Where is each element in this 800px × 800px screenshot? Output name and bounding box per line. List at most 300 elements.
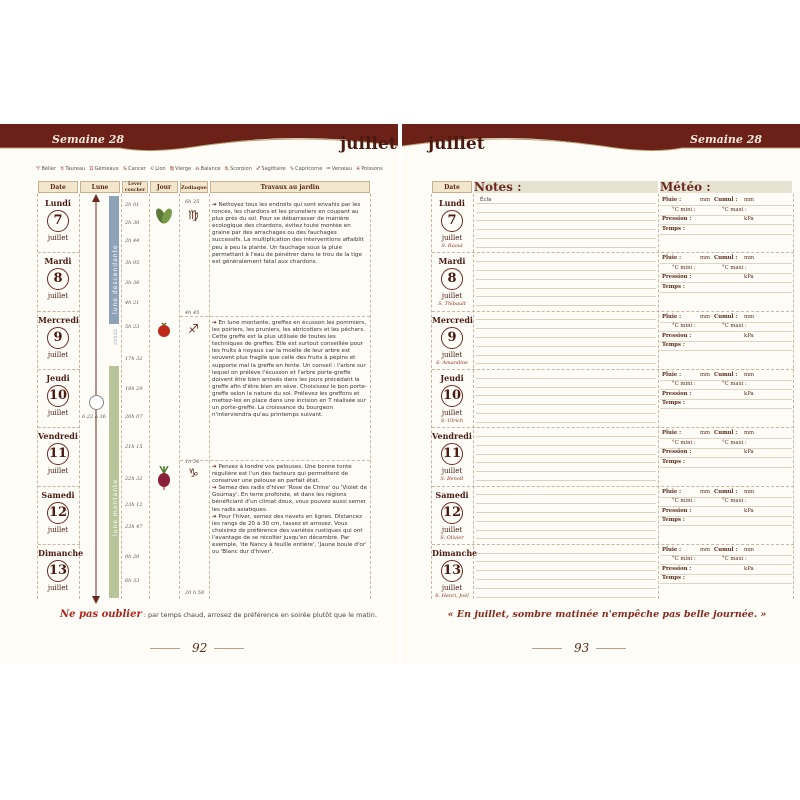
zodiac-legend-item [123,166,146,172]
meteo-label: Pression : [662,390,692,397]
day-month: juillet [47,292,69,301]
meteo-label: mm [744,197,755,203]
flourish [532,648,562,649]
leaf-icon [155,206,173,226]
right-banner [402,124,800,158]
meteo-label: °C maxi : [722,264,747,271]
zodiac-symbol-icon: ♎ [195,166,200,172]
meteo-label: Pression : [662,565,692,572]
day-cell [432,196,472,249]
meteo-label: mm [700,371,711,378]
day-cell [38,429,78,475]
note-line[interactable] [476,279,656,280]
zodiac-change-time: 1h 54 [185,459,200,465]
arrow-icon: ➔ [212,485,219,492]
rise-set-time: 23h 47 [125,524,143,530]
garden-work-text: En lune montante, greffez en écusson les pommiers, les poiriers, les pruniers, les abricotiers et les pêchers. Cette greffe est la plus utilisée de toutes les techniques de greffes. Elle est surtout conseillée pour les fruits à noyaux car la moelle de leur arbre est souvent plus fragile que celle des fruits à pépins et supporte mal la greffe en fente. Un conseil : l'arbre sur lequel on prélève l'écusson et l'arbre porte-greffe doivent être bien arrosés dans les jours précédant la greffe afin d'être bien en sève. Choisissez le bon porte-greffe selon la nature du sol. Prélevez les greffons et mettez-les en place dans une incision en T réalisée sur un porte-greffe. La croissance du bourgeon n'interviendra qu'au printemps suivant. [212,320,367,419]
note-line[interactable] [476,247,656,248]
meteo-label: Pluie : [662,371,682,378]
zodiac-symbol-icon: ♋ [122,166,128,172]
row-divider [38,369,80,370]
day-number: 12 [441,502,463,524]
note-line[interactable] [476,328,656,329]
note-line[interactable] [476,588,656,589]
day-number: 8 [441,268,463,290]
meteo-label: °C maxi : [722,206,747,213]
meteo-label: Temps : [662,283,685,290]
rise-set-time: 2h 01 [125,202,140,208]
meteo-heading: Météo : [660,180,711,194]
zodiac-symbol-icon: ♈ [36,166,41,172]
note-line[interactable] [476,538,656,539]
meteo-label: kPa [744,274,754,281]
rise-set-time: 3h 05 [125,260,140,266]
day-month: juillet [441,467,463,476]
meteo-label: °C maxi : [722,439,747,446]
garden-work-block [212,202,368,266]
saint-name: S. Ulrich [440,417,464,424]
arrow-icon: ➔ [212,464,219,470]
zodiac-legend-item [150,166,166,172]
proverb-quote: « En juillet, sombre matinée n'empêche pas belle journée. » [447,609,767,620]
rise-set-time: 3h 38 [125,280,140,286]
rise-set-time: 6h 33 [125,578,140,584]
note-line[interactable] [476,445,656,446]
zodiac-symbol-icon: ♒ [326,166,331,172]
row-divider [432,486,794,487]
column-divider [658,194,659,599]
row-divider [432,544,794,545]
garden-work-block [212,320,368,419]
meteo-label: mm [700,197,711,203]
meteo-label: °C maxi : [722,498,747,504]
zodiac-name: Gémeaux [94,166,119,172]
day-name: Samedi [41,489,75,500]
zodiac-symbol-icon: ♍ [169,166,175,172]
note-line[interactable] [476,471,656,472]
note-line[interactable] [476,404,656,405]
note-line[interactable] [476,512,656,513]
day-number: 11 [441,443,463,465]
meteo-label: Temps : [662,575,685,582]
note-line[interactable] [476,270,656,271]
month-label: juillet [340,134,397,154]
meteo-label: kPa [744,216,754,222]
day-cell [38,254,78,300]
meteo-label: Cumul : [714,197,738,203]
rise-set-time: 4h 21 [125,300,140,306]
note-line[interactable] [476,355,656,356]
day-month: juillet [47,408,69,417]
zodiac-name: Taureau [65,166,86,172]
meteo-line[interactable] [660,234,792,235]
day-name: Vendredi [432,431,472,442]
day-name: Lundi [45,198,71,208]
left-page [0,124,398,664]
row-divider [38,544,80,545]
meteo-label: Pluie : [662,313,682,320]
full-moon-time: 6 22 h 36 [82,414,106,420]
meteo-line[interactable] [660,292,792,293]
meteo-label: Pluie : [662,488,682,495]
rise-set-time: 23h 12 [125,502,143,508]
header-lune: Lune [80,181,120,193]
garden-work-text: Semez des radis d'hiver 'Rose de Chine' ou 'Violet de Gournay'. En terre profonde, et dans les régions bénéficiant d'un climat doux, vous pouvez aussi semer les radis asiatiques. [212,485,368,513]
note-line[interactable] [476,288,656,289]
meteo-label: °C maxi : [722,381,747,388]
note-line[interactable] [476,395,656,396]
zodiac-name: Poissons [361,166,383,172]
meteo-label: mm [744,313,755,320]
column-divider [370,194,371,599]
zodiac-name: Balance [200,166,221,172]
garden-work-paragraph [212,202,368,266]
rise-set-time: 18h 29 [125,386,143,392]
rise-set-time: 2h 44 [125,238,140,244]
zodiac-legend-item [356,166,383,172]
note-line[interactable] [476,503,656,504]
garden-work-paragraph [212,514,368,557]
header-travaux: Travaux au jardin [210,181,370,193]
note-line[interactable] [476,597,656,598]
zodiac-name: Capricorne [295,166,323,172]
meteo-label: Cumul : [714,371,738,378]
meteo-label: Pression : [662,274,692,281]
header-jour: Jour [150,181,178,193]
meteo-label: Pluie : [662,430,682,437]
week-label: Semaine 28 [52,133,125,146]
saint-name: S. Henri, Joël [435,592,469,599]
day-cell [432,313,472,366]
zodiac-legend-item [195,166,220,172]
flourish [596,648,626,649]
note-line[interactable] [476,346,656,347]
note-line[interactable] [476,553,656,554]
meteo-label: mm [744,488,755,495]
zodiac-legend-item [225,166,252,172]
meteo-label: mm [700,488,711,495]
day-number: 10 [47,385,69,407]
month-label: juillet [428,134,485,154]
note-line[interactable] [476,319,656,320]
day-name: Mercredi [38,314,79,325]
day-cell [38,488,78,534]
note-line[interactable] [476,387,656,388]
zodiac-symbol-icon: ♐ [255,166,261,172]
note-line[interactable] [476,261,656,262]
rise-set-time: 22h 32 [125,476,143,482]
day-name: Vendredi [38,431,78,442]
meteo-label: mm [744,371,755,378]
meteo-label: mm [700,255,711,262]
meteo-label: mm [744,430,755,437]
meteo-line[interactable] [660,583,792,584]
zodiac-name: Bélier [41,166,56,172]
day-cell [38,196,78,242]
capricorn-icon: ♑ [188,466,199,480]
zodiac-change-time: 20 h 58 [185,590,205,596]
row-divider [38,252,80,253]
day-cell [432,254,472,307]
note-line[interactable] [476,212,656,213]
note-line[interactable] [476,561,656,562]
day-month: juillet [441,408,463,417]
day-cell [38,371,78,417]
note-line[interactable] [476,337,656,338]
page-number: 93 [574,641,590,655]
note-line[interactable] [476,238,656,239]
zodiac-name: Sagittaire [261,166,286,172]
flourish [214,648,244,649]
zodiac-legend-item [170,166,191,172]
meteo-label: °C mini : [672,439,696,446]
meteo-label: Temps : [662,342,685,349]
column-divider [121,194,122,599]
rise-set-time: 21h 15 [125,444,143,450]
day-number: 13 [47,560,69,582]
day-number: 7 [47,210,69,232]
day-month: juillet [47,525,69,534]
meteo-label: Pression : [662,332,692,339]
reminder-text: : par temps chaud, arrosez de préférence en soirée plutôt que le matin. [141,611,377,619]
zodiac-name: Cancer [128,166,146,172]
day-month: juillet [47,234,69,242]
event-label: Écla [480,197,492,203]
meteo-label: Cumul : [714,430,738,437]
day-month: juillet [441,234,463,242]
meteo-label: mm [744,255,755,262]
day-month: juillet [47,583,69,592]
zodiac-symbol-icon: ♓ [355,166,361,172]
row-divider [432,369,794,370]
day-cell [38,313,78,359]
day-month: juillet [441,292,463,301]
zodiac-legend-item [36,166,56,172]
note-line[interactable] [476,422,656,423]
day-name: Jeudi [46,372,70,383]
note-line[interactable] [476,480,656,481]
moon-descending-label: lune descendante [112,244,119,314]
zodiac-name: Lion [155,166,166,172]
meteo-label: Pluie : [662,197,682,203]
meteo-label: °C mini : [672,381,696,388]
day-month: juillet [441,583,463,592]
header-date: Date [38,181,78,193]
saint-name: S. Amandine [436,359,468,366]
meteo-label: Cumul : [714,488,738,495]
meteo-label: Pluie : [662,255,682,262]
day-name: Samedi [435,489,469,500]
arrow-icon: ➔ [212,202,219,208]
day-number: 11 [47,443,69,465]
zodiac-name: Verseau [331,166,352,172]
note-line[interactable] [476,378,656,379]
day-number: 9 [47,327,69,349]
note-line[interactable] [476,579,656,580]
moon-ascending-label: lune montante [112,478,119,536]
day-number: 8 [47,268,69,290]
meteo-line[interactable] [660,408,792,409]
zodiac-name: Vierge [175,166,192,172]
zodiac-name: Scorpion [230,166,252,172]
zodiac-legend-item [290,166,323,172]
meteo-label: kPa [744,390,754,397]
meteo-line[interactable] [660,467,792,468]
meteo-label: °C mini : [672,323,696,330]
row-divider [180,316,370,317]
garden-work-block [212,464,368,556]
day-number: 13 [441,560,463,582]
saint-name: S. Benoît [440,476,464,483]
garden-work-text: Nettoyez tous les endroits qui sont envahis par les ronces, les chardons et les pruneliers en coupant au plus près du sol. Pour se débarrasser de manière écologique des chardons, évitez toute montée en graine par des arrachages ou des fauchages successifs. La multiplication des interventions affaiblit peu à peu la plante. Un fauchage sous la pluie permettant à l'eau de pénétrer dans le trou de la tige est généralement fatal aux chardons. [212,202,364,265]
zodiac-symbol-icon: ♏ [224,166,230,172]
header-date: Date [432,181,472,193]
column-divider [473,194,474,599]
page-number: 92 [192,641,208,655]
zodiac-legend-item [256,166,286,172]
note-line[interactable] [476,229,656,230]
note-line[interactable] [476,296,656,297]
meteo-label: Cumul : [714,313,738,320]
column-divider [793,194,794,599]
rise-set-time: 5h 23 [125,324,140,330]
day-name: Dimanche [38,547,84,558]
meteo-label: Cumul : [714,546,738,553]
meteo-label: mm [744,546,755,553]
zodiac-symbol-icon: ♑ [289,166,295,172]
meteo-label: °C maxi : [722,556,747,563]
meteo-line[interactable] [660,350,792,351]
meteo-line[interactable] [660,525,792,526]
day-name: Dimanche [432,547,478,558]
row-divider [432,311,794,312]
column-divider [209,194,210,599]
left-banner [0,124,398,158]
week-label: Semaine 28 [690,133,763,146]
note-line[interactable] [476,570,656,571]
day-name: Mardi [44,256,72,267]
note-line[interactable] [476,530,656,531]
day-name: Jeudi [440,372,464,383]
meteo-label: Temps : [662,458,685,465]
column-divider [179,194,180,599]
header-zodiaque: Zodiaque [180,181,208,193]
day-cell [432,488,472,541]
zodiac-legend-item [326,166,352,172]
day-cell [432,546,478,599]
arrow-icon: ➔ [212,320,219,326]
saint-name: S. Raoul [441,243,463,249]
day-month: juillet [47,350,69,359]
meteo-label: mm [700,546,711,553]
day-number: 12 [47,502,69,524]
row-divider [432,427,794,428]
zodiac-legend-item [60,166,85,172]
arrow-icon: ➔ [212,513,219,520]
note-line[interactable] [476,436,656,437]
saint-name: S. Olivier [440,534,464,541]
meteo-label: Temps : [662,225,685,232]
day-cell [432,429,472,482]
virgo-icon: ♍ [188,208,199,222]
sagittarius-icon: ♐ [188,322,199,336]
meteo-label: kPa [744,507,754,514]
meteo-label: Cumul : [714,255,738,262]
day-cell [432,371,472,424]
meteo-label: °C mini : [672,556,696,563]
meteo-label: kPa [744,565,754,572]
notes-heading: Notes : [474,180,522,194]
day-month: juillet [441,350,463,359]
meteo-label: Temps : [662,400,685,407]
column-divider [79,194,80,599]
rise-set-time: 20h 07 [125,414,143,420]
day-name: Mardi [438,256,466,267]
meteo-label: Pression : [662,507,692,514]
zodiac-change-time: 6h 25 [185,199,200,205]
zodiac-change-time: 4h 45 [185,310,200,316]
day-name: Mercredi [432,314,473,325]
garden-work-paragraph [212,320,368,419]
reminder [60,609,377,620]
garden-work-paragraph [212,485,368,513]
garden-work-text: Pour l'hiver, semez des navets en lignes. Distancez les rangs de 20 à 30 cm, tassez et arrosez. Vous choisirez de préférence des variétés rustiques qui ont l'avantage de se récolter jusqu'en décembre. Par exemple, 'de Nancy à feuille entière', 'Jaune boule d'or' ou 'Blanc dur d'hiver'. [212,513,367,556]
root-icon [154,466,174,490]
note-line[interactable] [476,521,656,522]
rise-set-time: 17h 32 [125,356,143,362]
note-line[interactable] [476,454,656,455]
note-line[interactable] [476,220,656,221]
meteo-label: Pression : [662,449,692,456]
zodiac-symbol-icon: ♊ [89,166,94,172]
note-line[interactable] [476,462,656,463]
note-line[interactable] [476,413,656,414]
day-name: Lundi [439,198,465,208]
garden-work-text: Pensez à tondre vos pelouses. Une bonne tonte régulière est l'un des facteurs qui permettent de conserver une pelouse en parfait état. [212,464,352,485]
zodiac-legend-item [89,166,119,172]
fruit-icon [156,322,172,338]
meteo-label: mm [700,313,711,320]
saint-name: S. Thibault [438,301,466,308]
meteo-label: mm [700,430,711,437]
zodiac-symbol-icon: ♌ [149,166,155,172]
day-cell [38,546,84,592]
note-line[interactable] [476,363,656,364]
row-divider [432,252,794,253]
right-page [402,124,800,664]
meteo-label: °C maxi : [722,323,747,330]
note-line[interactable] [476,305,656,306]
meteo-label: Pluie : [662,546,682,553]
note-line[interactable] [476,494,656,495]
reminder-label: Ne pas oublier [60,609,142,620]
row-divider [38,486,80,487]
row-divider [38,427,80,428]
meteo-label: °C mini : [672,264,696,271]
day-month: juillet [47,467,69,476]
meteo-label: °C mini : [672,498,696,504]
meteo-label: Pression : [662,216,692,222]
day-number: 9 [441,327,463,349]
meteo-label: kPa [744,449,754,456]
flourish [150,648,180,649]
day-number: 7 [441,210,463,232]
column-divider [149,194,150,599]
note-line[interactable] [476,203,656,204]
meteo-label: °C mini : [672,206,696,213]
rise-set-time: 0h 20 [125,554,140,560]
day-number: 10 [441,385,463,407]
